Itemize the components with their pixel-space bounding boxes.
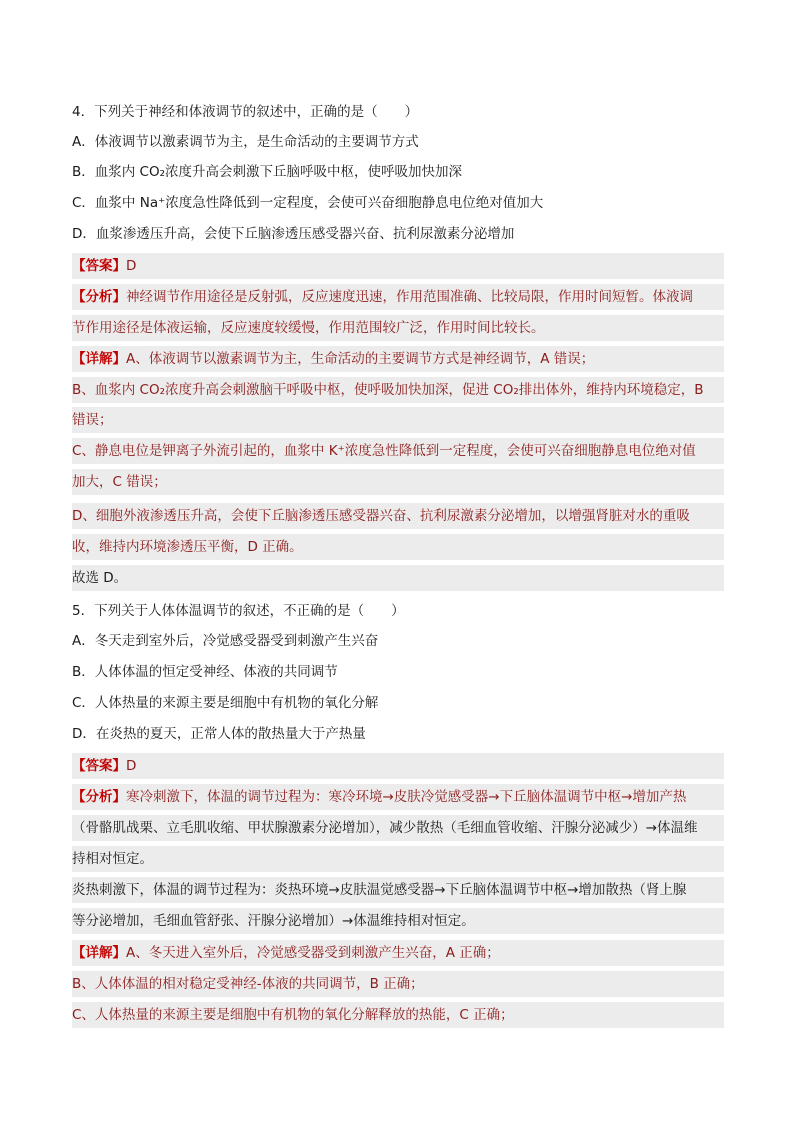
- q4-option-a: A．体液调节以激素调节为主，是生命活动的主要调节方式: [72, 134, 419, 150]
- detail-tag: 【详解】: [72, 945, 126, 961]
- analysis-text: 神经调节作用途径是反射弧，反应速度迅速，作用范围准确、比较局限，作用时间短暂。体液调: [126, 289, 693, 305]
- analysis-text: 寒冷刺激下，体温的调节过程为：寒冷环境→皮肤冷觉感受器→下丘脑体温调节中枢→增加产热: [126, 789, 687, 805]
- analysis-tag: 【分析】: [72, 789, 126, 805]
- q4-option-d: D．血浆渗透压升高，会使下丘脑渗透压感受器兴奋、抗利尿激素分泌增加: [72, 226, 515, 242]
- q4-detail-line-2: B、血浆内 CO₂浓度升高会刺激脑干呼吸中枢，使呼吸加快加深，促进 CO₂排出体外，维持内环境稳定，B: [72, 377, 724, 403]
- q5-analysis-line-4: 炎热刺激下，体温的调节过程为：炎热环境→皮肤温觉感受器→下丘脑体温调节中枢→增加散热（肾上腺: [72, 877, 724, 903]
- q4-detail-line-1: [72, 346, 724, 372]
- q5-detail-line-2: B、人体体温的相对稳定受神经-体液的共同调节，B 正确；: [72, 971, 724, 997]
- q4-detail-line-4: C、静息电位是钾离子外流引起的，血浆中 K⁺浓度急性降低到一定程度，会使可兴奋细胞静息电位绝对值: [72, 438, 724, 464]
- q4-analysis-line-2: 节作用途径是体液运输，反应速度较缓慢，作用范围较广泛，作用时间比较长。: [72, 315, 724, 341]
- answer-value: D: [126, 758, 137, 774]
- detail-text: A、体液调节以激素调节为主，生命活动的主要调节方式是神经调节，A 错误；: [126, 351, 595, 367]
- q5-analysis-line-5: 等分泌增加，毛细血管舒张、汗腺分泌增加）→体温维持相对恒定。: [72, 908, 724, 934]
- q5-option-d: D．在炎热的夏天，正常人体的散热量大于产热量: [72, 726, 366, 742]
- q4-conclusion: 故选 D。: [72, 565, 724, 591]
- q5-option-a: A．冬天走到室外后，冷觉感受器受到刺激产生兴奋: [72, 633, 379, 649]
- answer-tag: 【答案】: [72, 258, 126, 274]
- answer-value: D: [126, 258, 137, 274]
- q5-analysis-line-3: 持相对恒定。: [72, 846, 724, 872]
- q5-analysis-line-2: （骨骼肌战栗、立毛肌收缩、甲状腺激素分泌增加），减少散热（毛细血管收缩、汗腺分泌减少）→体温维: [72, 815, 724, 841]
- q4-answer: [72, 253, 724, 279]
- q4-detail-line-3: 错误；: [72, 407, 724, 433]
- q5-detail-line-1: [72, 940, 724, 966]
- q5-option-c: C．人体热量的来源主要是细胞中有机物的氧化分解: [72, 695, 379, 711]
- q5-detail-line-3: C、人体热量的来源主要是细胞中有机物的氧化分解释放的热能，C 正确；: [72, 1002, 724, 1028]
- q4-option-b: B．血浆内 CO₂浓度升高会刺激下丘脑呼吸中枢，使呼吸加快加深: [72, 164, 463, 180]
- detail-text: A、冬天进入室外后，冷觉感受器受到刺激产生兴奋，A 正确；: [126, 945, 500, 961]
- q5-option-b: B．人体体温的恒定受神经、体液的共同调节: [72, 664, 338, 680]
- q5-answer: [72, 753, 724, 779]
- q4-detail-line-7: 收，维持内环境渗透压平衡，D 正确。: [72, 534, 724, 560]
- detail-tag: 【详解】: [72, 351, 126, 367]
- q5-stem: 5．下列关于人体体温调节的叙述，不正确的是（ ）: [72, 603, 405, 619]
- q4-analysis-line-1: [72, 284, 724, 310]
- q4-detail-line-6: D、细胞外液渗透压升高，会使下丘脑渗透压感受器兴奋、抗利尿激素分泌增加，以增强肾脏对水的重吸: [72, 503, 724, 529]
- analysis-tag: 【分析】: [72, 289, 126, 305]
- answer-tag: 【答案】: [72, 758, 126, 774]
- q5-analysis-line-1: [72, 784, 724, 810]
- q4-stem: 4．下列关于神经和体液调节的叙述中，正确的是（ ）: [72, 104, 419, 120]
- q4-detail-line-5: 加大，C 错误；: [72, 469, 724, 495]
- q4-option-c: C．血浆中 Na⁺浓度急性降低到一定程度，会使可兴奋细胞静息电位绝对值加大: [72, 195, 544, 211]
